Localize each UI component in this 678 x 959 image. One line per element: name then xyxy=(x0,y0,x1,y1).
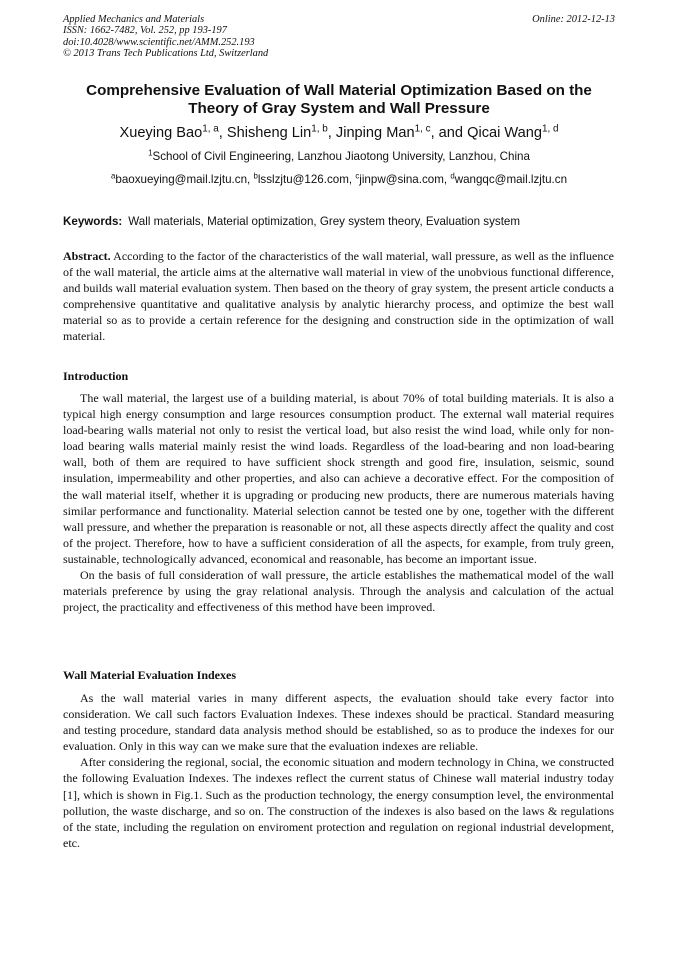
author-name: Shisheng Lin xyxy=(226,125,312,141)
email-separator: , xyxy=(247,173,254,186)
affiliation xyxy=(40,150,638,164)
author-name: Xueying Bao xyxy=(119,125,203,141)
email-sup: a xyxy=(110,171,116,181)
email-separator: , xyxy=(443,173,451,186)
section-heading-indexes: Wall Material Evaluation Indexes xyxy=(63,668,237,682)
author-name: Jinping Man xyxy=(335,125,415,141)
paper-title xyxy=(50,82,628,118)
author-separator: , xyxy=(218,125,227,141)
paragraph: As the wall material varies in many different aspects, the evaluation should take every factor into consideration. We call such factors Evaluation Indexes. These indexes should be practical. Standard measuring and testing procedure, standard data analysis method should be established, so as to produce the indexes for our evaluation. Only in this way can we make sure that the evaluation indexes are reliable. xyxy=(63,691,614,754)
author-affil-sup: 1, b xyxy=(311,123,328,135)
paragraph: After considering the regional, social, the economic situation and modern technology in China, we constructed the following Evaluation Indexes. The indexes reflect the current status of Chinese wall material industry today [1], which is shown in Fig.1. Such as the production technology, the energy consumption level, the environmental pollution, the waste discharge, and so on. The construction of the indexes is also based on the laws & regulations of the state, including the regulation on enviroment protection and regulation on regional industrial development, etc. xyxy=(63,755,614,850)
email-sup: c xyxy=(355,171,360,181)
section-heading-introduction: Introduction xyxy=(63,369,129,383)
email-separator: , xyxy=(348,173,356,186)
title-line-1: Comprehensive Evaluation of Wall Material Optimization Based on the xyxy=(86,82,592,99)
journal-name: Applied Mechanics and Materials xyxy=(63,14,205,25)
author-affil-sup: 1, a xyxy=(202,123,219,135)
journal-header xyxy=(63,14,615,60)
author-affil-sup: 1, d xyxy=(541,123,559,135)
email-list xyxy=(40,173,638,187)
keywords-text: Wall materials, Material optimization, Grey system theory, Evaluation system xyxy=(128,215,521,228)
paragraph: The wall material, the largest use of a building material, is about 70% of total building materials. It is also a typical high energy consumption and large resources consumption product. The external wall material requires load-bearing walls material not only to resist the vertical load, but also resist the wind load, while only for non- load bearing walls material mainly resist the wind loads. Regardless of the load-bearing and non load-bearing wall, both of them are required to have sufficient shock strength and good fire, insulation, seismic, sound insulation, impermeability and other properties, and also can achieve a decorative effect. For the composition of the wall material itself, whether it is upgrading or producing new products, there are numerous materials having similar performance and functionality. Material selection cannot be tested one by one, together with the different wall pressure, and whether the preparation is reasonable or not, all these aspects directly affect the quality and cost of the project. Therefore, how to have a sufficient consideration of all the aspects, for example, from truly green, sustainable, technologically advanced, economical and reasonable, has become an important issue. xyxy=(63,391,614,566)
indexes-body xyxy=(63,690,614,851)
introduction-body xyxy=(63,390,614,615)
doi-line: doi:10.4028/www.scientific.net/AMM.252.193 xyxy=(63,36,255,48)
email-link[interactable]: wangqc@mail.lzjtu.cn xyxy=(454,173,568,186)
abstract-label: Abstract. xyxy=(63,249,111,263)
email-sup: d xyxy=(450,171,455,181)
email-link[interactable]: jinpw@sina.com xyxy=(359,173,444,186)
author-name: Qicai Wang xyxy=(467,125,542,141)
abstract xyxy=(63,248,614,345)
affiliation-text: School of Civil Engineering, Lanzhou Jiaotong University, Lanzhou, China xyxy=(152,150,530,163)
abstract-text: According to the factor of the characteristics of the wall material, wall pressure, as well as the influence of the wall material, the article aims at the alternative wall material in view of the unobvious functional difference, and builds wall material evaluation system. Then based on the theory of gray system, the present article conducts a comprehensive quantitative and qualitative analysis by analytic hierarchy process, and optimize the best wall material so as to provide a certain reference for the designing and construction side in the optimization of wall material. xyxy=(63,249,614,344)
email-link[interactable]: lsslzjtu@126.com xyxy=(257,173,349,186)
paragraph: On the basis of full consideration of wall pressure, the article establishes the mathematical model of the wall materials preference by using the gray relational analysis. Through the analysis and calculation of the actual project, the practicality and effectiveness of this method have been improved. xyxy=(63,568,614,615)
keywords xyxy=(63,215,623,229)
author-separator: , and xyxy=(430,125,468,141)
author-affil-sup: 1, c xyxy=(414,123,431,135)
keywords-label: Keywords: xyxy=(63,215,123,228)
email-link[interactable]: baoxueying@mail.lzjtu.cn xyxy=(115,173,248,186)
copyright-line: © 2013 Trans Tech Publications Ltd, Switzerland xyxy=(63,48,269,60)
author-list xyxy=(40,124,638,142)
title-line-2: Theory of Gray System and Wall Pressure xyxy=(188,100,490,117)
email-sup: b xyxy=(253,171,258,181)
issn-line: ISSN: 1662-7482, Vol. 252, pp 193-197 xyxy=(63,25,227,37)
affiliation-sup: 1 xyxy=(148,148,153,158)
author-separator: , xyxy=(327,125,336,141)
online-date: Online: 2012-12-13 xyxy=(532,14,615,25)
